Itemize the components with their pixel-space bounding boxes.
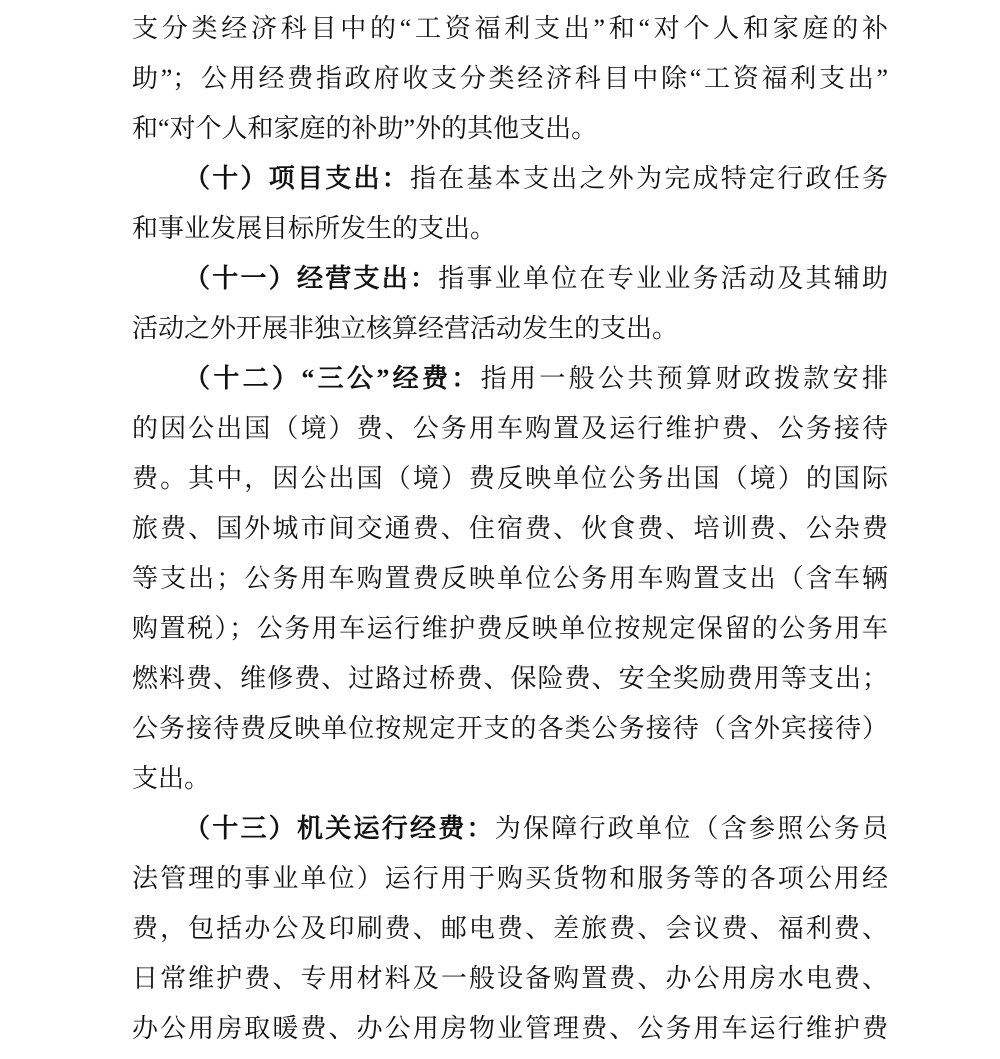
text-line-content: 活动之外开展非独立核算经营活动发生的支出。 [132,314,679,343]
text-line-content: 和“对个人和家庭的补助”外的其他支出。 [132,114,598,143]
text-line-content: 燃料费、维修费、过路过桥费、保险费、安全奖励费用等支出； [132,664,888,693]
text-line [132,54,888,104]
text-line [132,204,888,254]
text-line-content: 费，包括办公及印刷费、邮电费、差旅费、会议费、福利费、 [132,914,888,943]
paragraph-heading-line [132,804,888,854]
text-line-content: 指在基本支出之外为完成特定行政任务 [410,164,888,193]
text-line-content: 日常维护费、专用材料及一般设备购置费、办公用房水电费、 [132,964,888,993]
text-line-content: 支分类经济科目中的“工资福利支出”和“对个人和家庭的补 [132,14,888,43]
text-line [132,304,888,354]
paragraph-heading-line [132,354,888,404]
text-line-content: 指事业单位在专业业务活动及其辅助 [438,264,888,293]
text-line [132,854,888,904]
text-line [132,504,888,554]
clause-11-heading: （十一）经营支出： [184,264,439,293]
text-line [132,604,888,654]
text-line [132,904,888,954]
text-line-content: 支出。 [132,764,211,793]
text-line-content: 公务接待费反映单位按规定开支的各类公务接待（含外宾接待） [132,714,888,743]
paragraph-heading-line [132,254,888,304]
text-line [132,754,888,804]
clause-10-heading: （十）项目支出： [184,164,410,193]
clause-13-heading: （十三）机关运行经费： [184,814,495,843]
text-line [132,554,888,604]
text-line-content: 助”；公用经费指政府收支分类经济科目中除“工资福利支出” [132,64,888,93]
clause-12-heading: （十二）“三公”经费： [184,364,481,393]
text-line-content: 购置税）；公务用车运行维护费反映单位按规定保留的公务用车 [132,614,888,643]
text-line-content: 旅费、国外城市间交通费、住宿费、伙食费、培训费、公杂费 [132,514,888,543]
paragraph-heading-line [132,154,888,204]
document-page [132,4,888,1054]
text-line [132,704,888,754]
text-line-content: 的因公出国（境）费、公务用车购置及运行维护费、公务接待 [132,414,888,443]
text-line [132,104,888,154]
text-line-content: 办公用房取暖费、办公用房物业管理费、公务用车运行维护费 [132,1014,888,1043]
text-line-content: 法管理的事业单位）运行用于购买货物和服务等的各项公用经 [132,864,888,893]
text-line [132,404,888,454]
text-line [132,954,888,1004]
text-line [132,454,888,504]
text-line-content: 和事业发展目标所发生的支出。 [132,214,497,243]
text-line-content: 费。其中，因公出国（境）费反映单位公务出国（境）的国际 [132,464,888,493]
text-line-content: 等支出；公务用车购置费反映单位公务用车购置支出（含车辆 [132,564,888,593]
text-line [132,654,888,704]
text-line [132,1004,888,1054]
text-line-content: 指用一般公共预算财政拨款安排 [480,364,888,393]
text-line-content: 为保障行政单位（含参照公务员 [494,814,888,843]
text-line [132,4,888,54]
